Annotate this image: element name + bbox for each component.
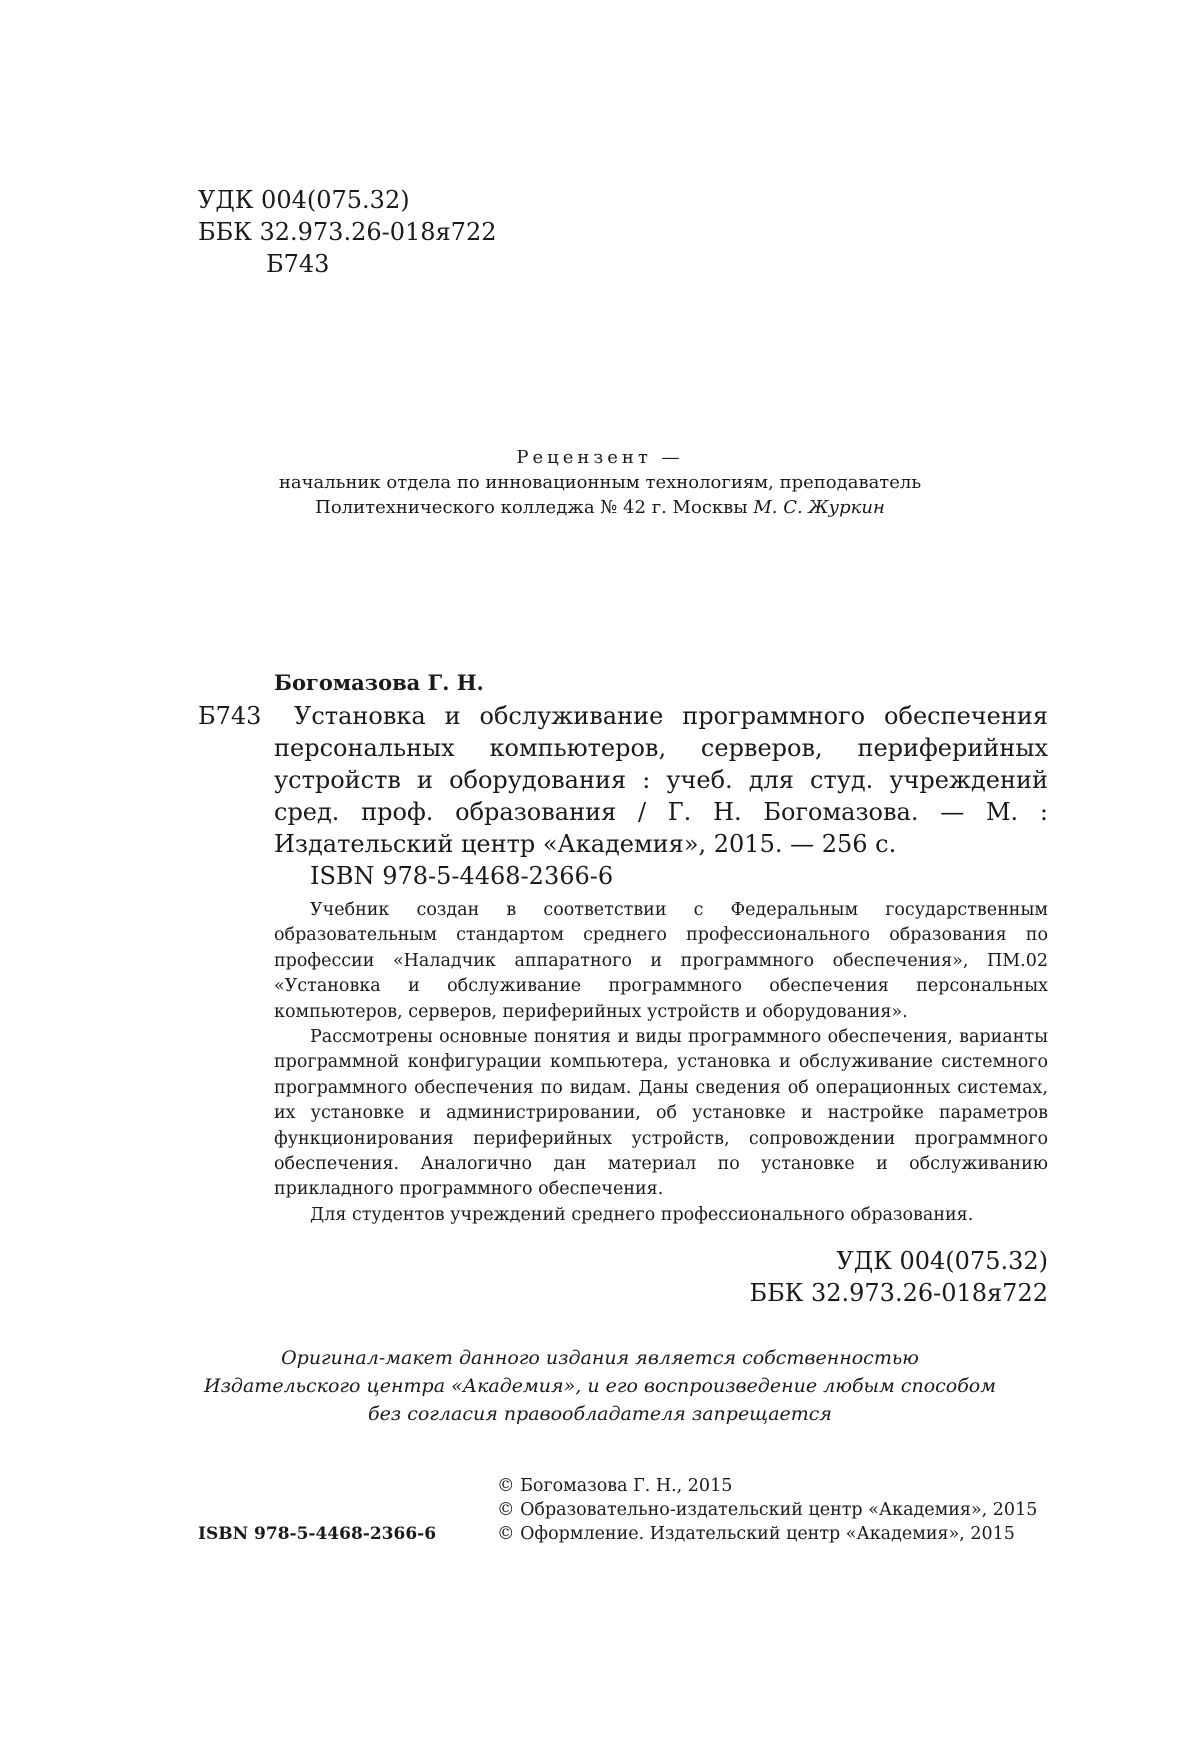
- reviewer-label: Рецензент —: [516, 447, 684, 468]
- rights-line: Издательского центра «Академия», и его воспроизведение любым способом: [204, 1375, 996, 1397]
- annotation-paragraph: Рассмотрены основные понятия и виды программного обеспечения, варианты программной конфигурации компьютера, установка и обслуживание системного программного обеспечения по видам. Даны сведения об операционных системах, их установке и администрировании, об установке и настройке параметров функционирования периферийных устройств, сопровождении программного обеспечения. Аналогично дан материал по установке и обслуживанию прикладного программного обеспечения.: [274, 1027, 1048, 1200]
- annotation-paragraph: Учебник создан в соответствии с Федеральным государственным образовательным стандартом среднего профессионального образования по профессии «Наладчик аппаратного и программного обеспечения», ПМ.02 «Установка и обслуживание программного обеспечения персональных компьютеров, серверов, периферийных устройств и оборудования».: [274, 900, 1048, 1022]
- top-classification-codes: [198, 184, 497, 280]
- reviewer-college: Политехнического колледжа № 42 г. Москвы: [315, 497, 754, 518]
- catalog-author-mark: Б743: [198, 702, 262, 730]
- bbk-code: ББК 32.973.26-018я722: [198, 218, 497, 246]
- rights-line: Оригинал-макет данного издания является собственностью: [281, 1347, 919, 1369]
- copyright-line: © Богомазова Г. Н., 2015: [497, 1476, 733, 1496]
- copyright-line: © Оформление. Издательский центр «Академия», 2015: [497, 1524, 1015, 1544]
- copyright-block: [497, 1474, 1037, 1546]
- copyright-line: © Образовательно-издательский центр «Академия», 2015: [497, 1500, 1038, 1520]
- annotation: [274, 898, 1048, 1228]
- catalog-title: Установка и обслуживание программного обеспечения персональных компьютеров, серверов, периферийных устройств и оборудования : учеб. для студ. учреждений сред. проф. образования / Г. Н. Богомазова. — М. : Издательский центр «Академия», 2015. — 256 с.: [274, 702, 1048, 858]
- catalog-isbn: ISBN 978-5-4468-2366-6: [310, 862, 614, 890]
- reviewer-name: М. С. Журкин: [753, 497, 885, 518]
- rights-notice: [0, 1344, 1200, 1428]
- reviewer-affiliation: [0, 495, 1200, 520]
- annotation-paragraph: Для студентов учреждений среднего профессионального образования.: [310, 1204, 974, 1225]
- udk-code: УДК 004(075.32): [836, 1247, 1048, 1275]
- bbk-code: ББК 32.973.26-018я722: [749, 1279, 1048, 1307]
- reviewer-block: [0, 445, 1200, 520]
- reviewer-position: начальник отдела по инновационным технологиям, преподаватель: [278, 472, 922, 493]
- author-mark: Б743: [266, 250, 330, 278]
- rights-line: без согласия правообладателя запрещается: [367, 1403, 833, 1425]
- bottom-classification-codes: [750, 1245, 1049, 1309]
- footer-isbn: ISBN 978-5-4468-2366-6: [198, 1524, 437, 1544]
- udk-code: УДК 004(075.32): [198, 186, 410, 214]
- catalog-author: Богомазова Г. Н.: [274, 670, 484, 695]
